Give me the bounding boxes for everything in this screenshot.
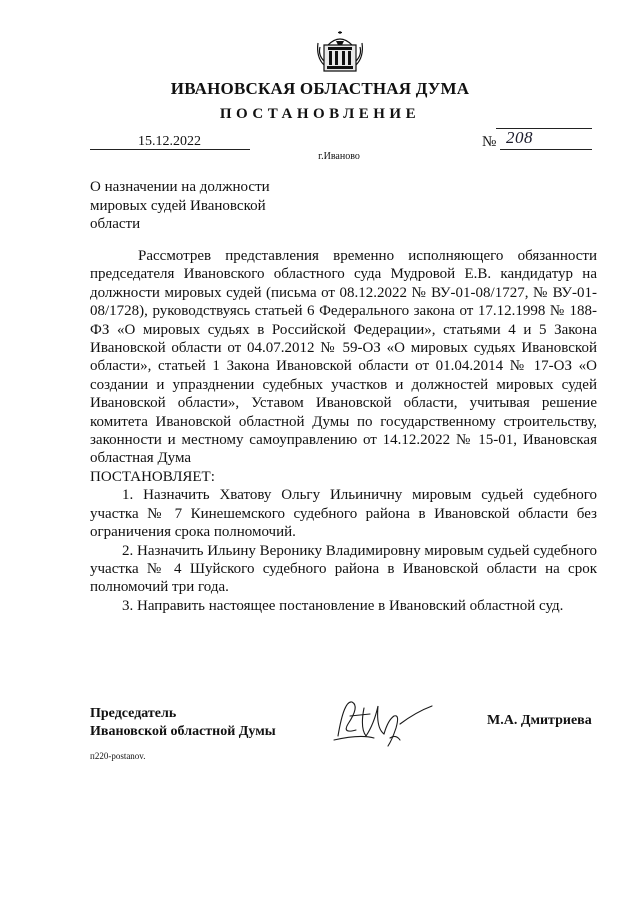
preamble-paragraph: Рассмотрев представления временно исполняющего обязанности председателя Ивановского областного суда Мудровой Е.В. кандидатур на должности мировых судей (письма от 08.12.2022 № ВУ-01-08/1727, № ВУ-01-08/1728), руководствуясь статьей 6 Федерального закона от 17.12.1998 № 188-ФЗ «О мировых судьях в Российской Федерации», статьями 4 и 5 Закона Ивановской области от 04.07.2012 № 59-ОЗ «О мировых судьях Ивановской области», статьей 1 Закона Ивановской области от 01.04.2014 № 17-ОЗ «О создании и упразднении судебных участков и должностей мировых судей Ивановской области», Уставом Ивановской области, учитывая решение комитета Ивановской областной Думы по государственному строительству, законности и местному самоуправлению от 14.12.2022 № 15-01, Ивановская областная Дума — [90, 248, 597, 467]
city: г.Иваново — [318, 151, 360, 162]
number-underline — [500, 149, 592, 150]
signatory-title-line2: Ивановской областной Думы — [90, 724, 276, 739]
document-date: 15.12.2022 — [138, 134, 201, 149]
signatory-title — [90, 705, 276, 741]
decree-item-1: 1. Назначить Хватову Ольгу Ильиничну мировым судьей судебного участка № 7 Кинешемского судебного района в Ивановской области без ограничения срока полномочий. — [90, 487, 597, 541]
signatory-title-line1: Председатель — [90, 706, 177, 721]
file-reference: п220-postanov. — [90, 751, 146, 761]
handwritten-signature — [330, 694, 440, 750]
decree-word: ПОСТАНОВЛЯЕТ: — [90, 468, 215, 485]
document-subject: О назначении на должности мировых судей Ивановской области — [90, 179, 270, 232]
number-label: № — [482, 134, 497, 150]
document-body — [90, 247, 597, 615]
document-type: ПОСТАНОВЛЕНИЕ — [219, 106, 421, 122]
coat-of-arms-emblem — [314, 31, 366, 75]
document-number: 208 — [506, 128, 533, 147]
signatory-name: М.А. Дмитриева — [487, 713, 592, 728]
decree-item-2: 2. Назначить Ильину Веронику Владимировну мировым судьей судебного участка № 4 Шуйского судебного района в Ивановской области на срок полномочий три года. — [90, 542, 597, 596]
decree-item-3: 3. Направить настоящее постановление в Ивановский областной суд. — [122, 597, 564, 614]
organization-name: ИВАНОВСКАЯ ОБЛАСТНАЯ ДУМА — [170, 79, 470, 98]
